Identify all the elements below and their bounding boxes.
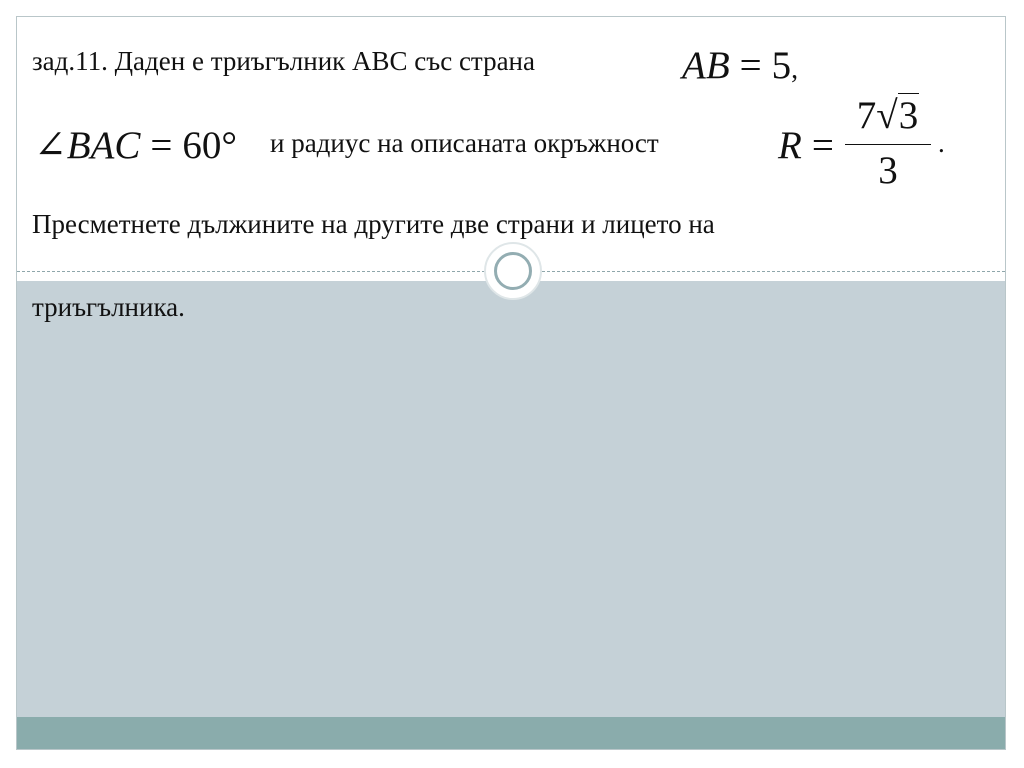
problem-line-3: Пресметнете дължините на другите две страни и лицето на	[32, 209, 715, 239]
fraction-numerator	[845, 96, 931, 140]
angle-icon: ∠	[34, 124, 67, 167]
lower-panel	[17, 281, 1005, 717]
divider-circle-ring	[494, 252, 532, 290]
formula-ab-lhs: AB	[682, 44, 730, 87]
formula-ab-eq: =	[739, 44, 762, 87]
formula-angle-eq: =	[150, 124, 173, 167]
formula-r-lhs-group	[778, 126, 844, 165]
formula-r-lhs: R	[778, 124, 802, 167]
divider-circle-ornament	[484, 242, 542, 300]
formula-r-fraction	[845, 96, 931, 190]
formula-angle-value: 60°	[182, 124, 237, 167]
formula-ab-comma: ,	[791, 54, 799, 85]
formula-r-eq: =	[811, 124, 834, 167]
formula-r-period: .	[938, 128, 945, 158]
problem-line-2: и радиус на описаната окръжност	[270, 128, 659, 158]
formula-ab-value: 5	[771, 44, 792, 87]
radicand: 3	[898, 94, 919, 137]
problem-line-1: зад.11. Даден е триъгълник АВС със страна	[32, 46, 535, 76]
formula-angle	[34, 126, 237, 165]
problem-line-4: триъгълника.	[32, 292, 185, 322]
formula-angle-name: BAC	[66, 124, 141, 167]
fraction-bar	[845, 144, 931, 145]
sqrt-icon: √3	[876, 94, 919, 137]
footer-band	[17, 717, 1005, 750]
numerator-coef: 7	[856, 94, 877, 137]
formula-ab	[682, 46, 798, 85]
fraction-denominator: 3	[878, 149, 898, 192]
